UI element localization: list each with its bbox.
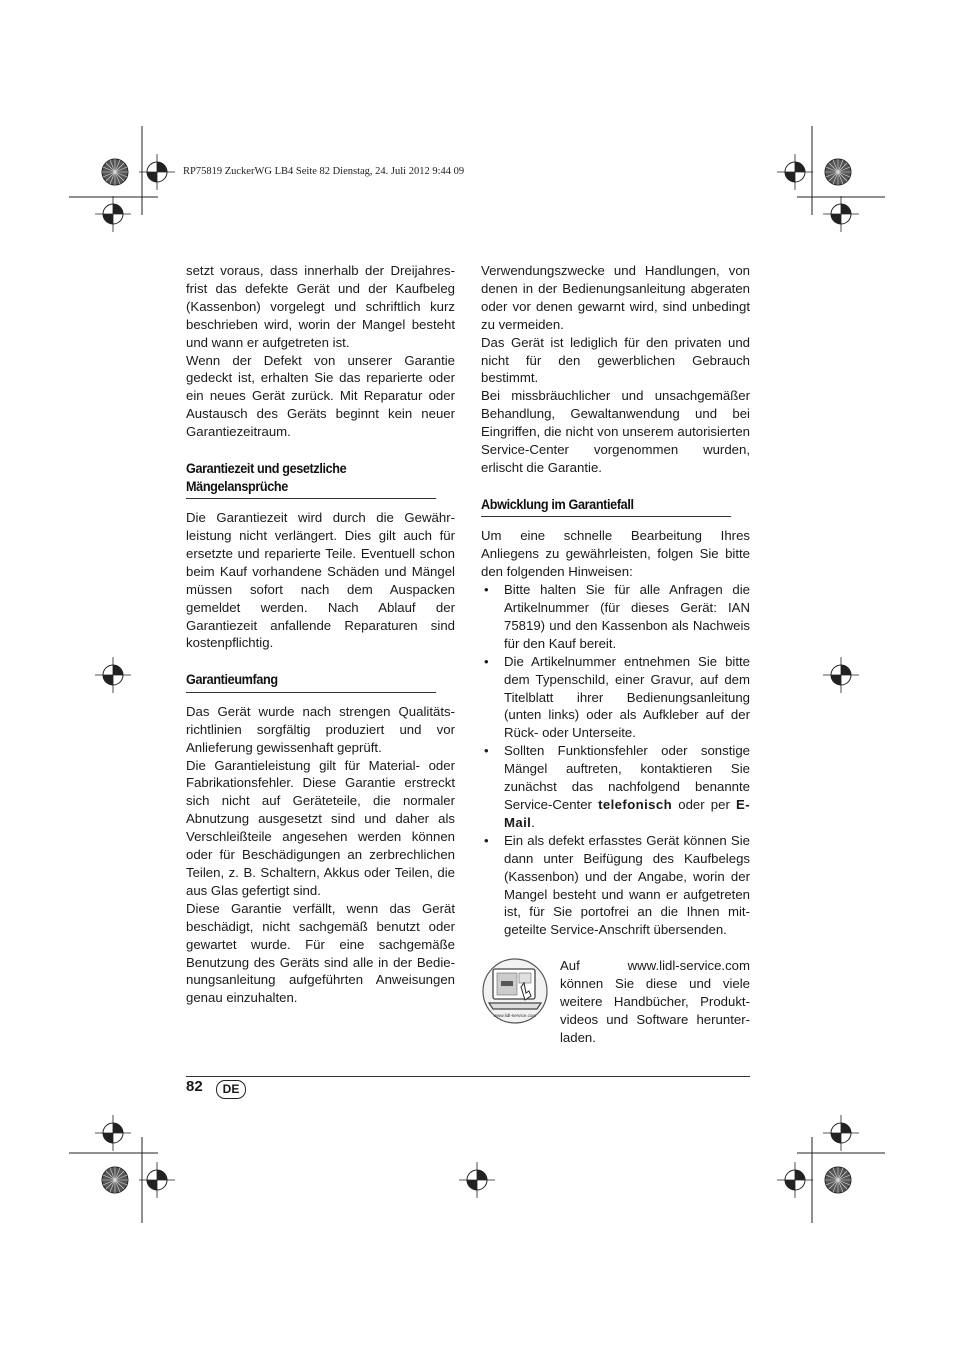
list-item: • Ein als defekt erfasstes Gerät können Sie dann unter Beifügung des Kaufbelegs (Kassenbon) und der Angabe, worin der Mangel besteht und wann er aufgetreten ist, für Sie portofrei an die Ihnen mitgeteilte Service-Anschrift übersenden. bbox=[481, 832, 750, 939]
paragraph: Um eine schnelle Bearbeitung Ihres Anliegens zu gewährleisten, folgen Sie bitte den folgenden Hinweisen: bbox=[481, 528, 750, 580]
lidl-url-small: www.lidl-service.com bbox=[493, 1013, 537, 1019]
paragraph: setzt voraus, dass innerhalb der Dreijahresfrist das defekte Gerät und der Kaufbeleg (Kassenbon) vorgelegt und schriftlich kurz beschrieben wird, worin der Mangel besteht und wann er aufgetreten ist. bbox=[186, 263, 455, 350]
paragraph: Diese Garantie verfällt, wenn das Gerät beschädigt, nicht sachgemäß benutzt oder gewartet wurde. Für eine sachgemäße Benutzung des Geräts sind alle in der Bedienungsanleitung aufgeführten Anweisungen genau einzuhalten. bbox=[186, 900, 455, 1006]
bullet-list bbox=[481, 581, 750, 939]
section-heading: Abwicklung im Garantiefall bbox=[481, 496, 731, 518]
lidl-service-laptop-icon bbox=[481, 957, 549, 1025]
paragraph: Das Gerät wurde nach strengen Qualitätsrichtlinien sorgfältig produziert und vor Anlieferung gewissenhaft geprüft. bbox=[186, 703, 455, 755]
list-item: • Bitte halten Sie für alle Anfragen die Artikelnummer (für dieses Gerät: IAN 75819) und den Kassenbon als Nachweis für den Kauf bereit. bbox=[481, 581, 750, 653]
list-item: • Die Artikelnummer entnehmen Sie bitte dem Typenschild, einer Gravur, auf dem Titelblatt ihrer Bedienungsanleitung (unten links) oder als Aufkleber auf der Rück- oder Unterseite. bbox=[481, 653, 750, 743]
paragraph: Das Gerät ist lediglich für den privaten und nicht für den gewerblichen Gebrauch bestimmt. bbox=[481, 334, 750, 386]
paragraph: Die Garantiezeit wird durch die Gewährleistung nicht verlängert. Dies gilt auch für ersetzte und reparierte Teile. Eventuell schon beim Kauf vorhandene Schäden und Mängel müssen sofort nach dem Auspacken gemeldet werden. Nach Ablauf der Garantiezeit anfallende Reparaturen sind kostenpflichtig. bbox=[186, 510, 455, 651]
language-badge: DE bbox=[216, 1080, 246, 1099]
paragraph: Wenn der Defekt von unserer Garantie gedeckt ist, erhalten Sie das reparierte oder ein neues Gerät zurück. Mit Reparatur oder Austausch des Geräts beginnt kein neuer Garantiezeitraum. bbox=[186, 352, 455, 440]
right-column bbox=[481, 262, 750, 1049]
heading-line: Mängelansprüche bbox=[186, 478, 288, 494]
left-column bbox=[186, 262, 455, 1007]
list-item-text: Sollten Funktionsfehler oder sonstige Mängel auftreten, kontaktieren Sie zunächst das nachfolgend benannte Service-Center bbox=[504, 743, 750, 812]
lidl-service-text: Auf www.lidl-service.com können Sie diese und viele weitere Handbücher, Produktvideos und Software herunterladen. bbox=[560, 958, 750, 1045]
section-garantiezeit bbox=[186, 460, 455, 652]
paragraph: Verwendungszwecke und Handlungen, von denen in der Bedienungsanleitung abgeraten oder vor denen gewarnt wird, sind unbedingt zu vermeiden. bbox=[481, 263, 750, 332]
heading-line: Garantiezeit und gesetzliche bbox=[186, 461, 347, 477]
paragraph: Bei missbräuchlicher und unsachgemäßer Behandlung, Gewaltanwendung und bei Eingriffen, die nicht von unserem autorisierten Service-Center vorgenommen wurden, erlischt die Garantie. bbox=[481, 388, 750, 475]
section-heading: Garantieumfang bbox=[186, 671, 436, 693]
print-header: RP75819 ZuckerWG LB4 Seite 82 Dienstag, 24. Juli 2012 9:44 09 bbox=[183, 166, 465, 177]
page-number: 82 bbox=[186, 1078, 203, 1095]
section-abwicklung bbox=[481, 496, 750, 939]
paragraph: Die Garantieleistung gilt für Material- oder Fabrikationsfehler. Diese Garantie erstreckt sich nicht auf Geräteteile, die normaler Abnutzung ausgesetzt sind und daher als Verschleißteile angesehen werden können oder für Beschädigungen an zerbrechlichen Teilen, z. B. Schaltern, Akkus oder Teilen, die aus Glas gefertigt sind. bbox=[186, 757, 455, 898]
list-item-text: oder per bbox=[672, 796, 736, 812]
bold-email: E-Mail bbox=[504, 796, 750, 830]
lidl-service-box bbox=[481, 957, 750, 1049]
section-garantieumfang bbox=[186, 671, 455, 1007]
list-item bbox=[481, 742, 750, 832]
section-heading bbox=[186, 460, 436, 499]
bold-phone: telefonisch bbox=[598, 796, 673, 812]
list-item-text: . bbox=[531, 814, 535, 830]
footer-divider bbox=[186, 1076, 750, 1077]
